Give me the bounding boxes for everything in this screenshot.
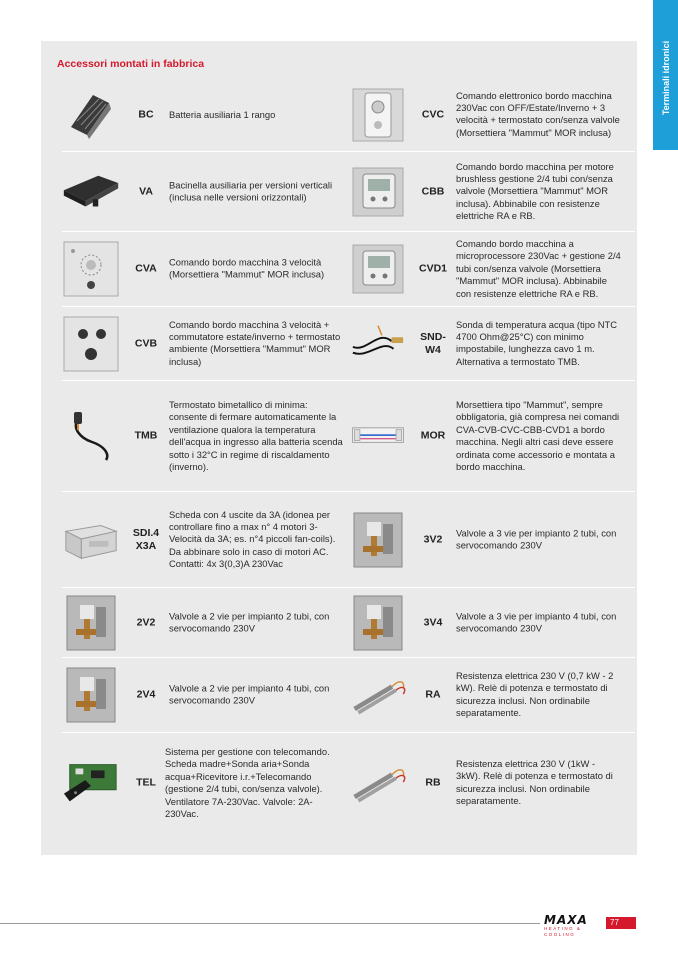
item-code: TMB — [134, 429, 158, 442]
accessory-item — [349, 492, 635, 587]
item-code: RA — [425, 688, 441, 701]
item-code: CVC — [421, 107, 445, 120]
accessory-item — [62, 307, 348, 380]
accessory-item — [62, 733, 348, 833]
accessory-item — [62, 152, 348, 231]
accessory-item — [349, 307, 635, 380]
accessory-item — [349, 78, 635, 151]
item-code: TEL — [136, 776, 156, 789]
din-module-icon — [62, 511, 120, 569]
item-description: Bacinella ausiliaria per versioni verticali (inclusa nelle versioni orizzontali) — [169, 179, 333, 203]
item-description: Valvole a 3 vie per impianto 4 tubi, con servocomando 230V — [456, 610, 617, 634]
heater-element-icon — [349, 754, 407, 812]
display-control-icon — [349, 163, 407, 221]
knobs-panel-icon — [62, 315, 120, 373]
page-number: 77 — [606, 917, 636, 929]
display-control-icon — [349, 240, 407, 298]
section-tab — [653, 0, 678, 150]
remote-board-icon — [62, 754, 120, 812]
item-description: Comando bordo macchina per motore brushless gestione 2/4 tubi con/senza valvole (Morsettiera "Mammut" MOR inclusa). Abbinabile con resistenze elettriche RA e RB. — [456, 160, 614, 222]
item-code: CBB — [421, 184, 445, 197]
item-code: 2V4 — [136, 688, 156, 701]
table-row — [62, 658, 635, 733]
speed-knob-icon — [62, 240, 120, 298]
section-tab-label: Terminali idronici — [660, 40, 671, 116]
item-code: SDI.4 X3A — [132, 526, 160, 552]
accessory-item — [62, 232, 348, 306]
table-row — [62, 307, 635, 381]
item-description: Morsettiera tipo "Mammut", sempre obbligatoria, già compresa nei comandi CVA-CVB-CVC-CBB-CVD1 a bordo macchina. Negli altri casi deve essere ordinata come accessorio e montata a bordo macchina. — [456, 398, 620, 472]
item-code: CVB — [134, 336, 158, 349]
brand-name: MAXA — [544, 913, 588, 927]
item-description: Termostato bimetallico di minima: consente di fermare automaticamente la ventilazione qualora la temperatura dell'acqua in ingresso alla batteria scenda sotto i 32°C in regime di riscaldamento (inverno). — [169, 398, 343, 472]
control-panel-icon — [349, 86, 407, 144]
table-row — [62, 232, 635, 307]
page-title: Accessori montati in fabbrica — [57, 58, 205, 70]
table-row — [62, 733, 635, 833]
item-description: Sonda di temperatura acqua (tipo NTC 4700 Ohm@25°C) con minimo impostabile, lunghezza cavo 1 m. Alternativa a termostato TMB. — [456, 318, 618, 367]
accessory-item — [62, 658, 348, 732]
accessory-item — [349, 381, 635, 491]
item-description: Comando elettronico bordo macchina 230Vac con OFF/Estate/Inverno + 3 velocità + termostato con/senza valvole (Morsettiera "Mammut" MOR inclusa) — [456, 89, 620, 138]
item-code: CVA — [135, 262, 157, 275]
item-code: RB — [425, 776, 441, 789]
accessory-item — [349, 588, 635, 657]
brand-logo — [544, 914, 604, 936]
accessories-panel — [41, 41, 637, 855]
item-description: Resistenza elettrica 230 V (1kW - 3kW). Relè di potenza e termostato di sicurezza inclusi. Non ordinabile separatamente. — [456, 758, 613, 807]
accessory-item — [349, 733, 635, 833]
probe-icon — [349, 315, 407, 373]
item-description: Comando bordo macchina a microprocessore 230Vac + gestione 2/4 tubi con/senza valvole (Morsettiera "Mammut" MOR inclusa). Abbinabile con resistenze elettriche RA e RB. — [456, 237, 621, 299]
valve-photo-icon — [62, 594, 120, 652]
footer-divider — [0, 923, 540, 924]
item-code: MOR — [420, 429, 446, 442]
item-code: VA — [139, 184, 153, 197]
accessory-item — [62, 588, 348, 657]
valve-photo-icon — [349, 594, 407, 652]
valve-photo-icon — [349, 511, 407, 569]
table-row — [62, 492, 635, 588]
accessory-item — [62, 381, 348, 491]
item-description: Valvole a 2 vie per impianto 4 tubi, con servocomando 230V — [169, 682, 330, 706]
item-description: Comando bordo macchina 3 velocità (Morsettiera "Mammut" MOR inclusa) — [169, 256, 325, 280]
heater-element-icon — [349, 666, 407, 724]
brand-tagline: HEATING & COOLING — [544, 926, 582, 937]
accessory-item — [349, 232, 635, 306]
item-description: Comando bordo macchina 3 velocità + commutatore estate/inverno + termostato ambiente (Morsettiera "Mammut" MOR inclusa) — [169, 318, 341, 367]
accessory-item — [62, 78, 348, 151]
accessory-item — [349, 658, 635, 732]
item-description: Valvole a 3 vie per impianto 2 tubi, con servocomando 230V — [456, 527, 617, 551]
table-row — [62, 588, 635, 658]
item-description: Valvole a 2 vie per impianto 2 tubi, con servocomando 230V — [169, 610, 330, 634]
item-code: 3V4 — [423, 615, 443, 628]
terminal-block-icon — [349, 407, 407, 465]
valve-photo-icon — [62, 666, 120, 724]
item-description: Scheda con 4 uscite da 3A (idonea per controllare fino a max n° 4 motori 3-Velocità da 3A; es. n°4 piccoli fan-coils). Da abbinare solo in caso di motori AC. Contatti: 4x 3(0,3)A 230Vac — [169, 508, 336, 570]
item-description: Resistenza elettrica 230 V (0,7 kW - 2 kW). Relè di potenza e termostato di sicurezza inclusi. Non ordinabile separatamente. — [456, 670, 614, 719]
table-row — [62, 78, 635, 152]
item-description: Sistema per gestione con telecomando. Scheda madre+Sonda aria+Sonda acqua+Ricevitore i.r.+Telecomando (gestione 2/4 tubi, con/senza valvole). Ventilatore 7A-230Vac. Valvole: 2A-230Vac. — [165, 745, 330, 819]
thermostat-cable-icon — [62, 407, 120, 465]
item-code: 3V2 — [423, 532, 443, 545]
table-row — [62, 381, 635, 492]
accessory-item — [62, 492, 348, 587]
coil-battery-icon — [62, 86, 120, 144]
table-row — [62, 152, 635, 232]
item-code: SND-W4 — [420, 330, 446, 356]
item-code: BC — [138, 107, 154, 120]
item-code: 2V2 — [136, 615, 156, 628]
drip-tray-icon — [62, 163, 120, 221]
accessory-item — [349, 152, 635, 231]
item-code: CVD1 — [418, 262, 447, 275]
item-description: Batteria ausiliaria 1 rango — [169, 108, 276, 120]
